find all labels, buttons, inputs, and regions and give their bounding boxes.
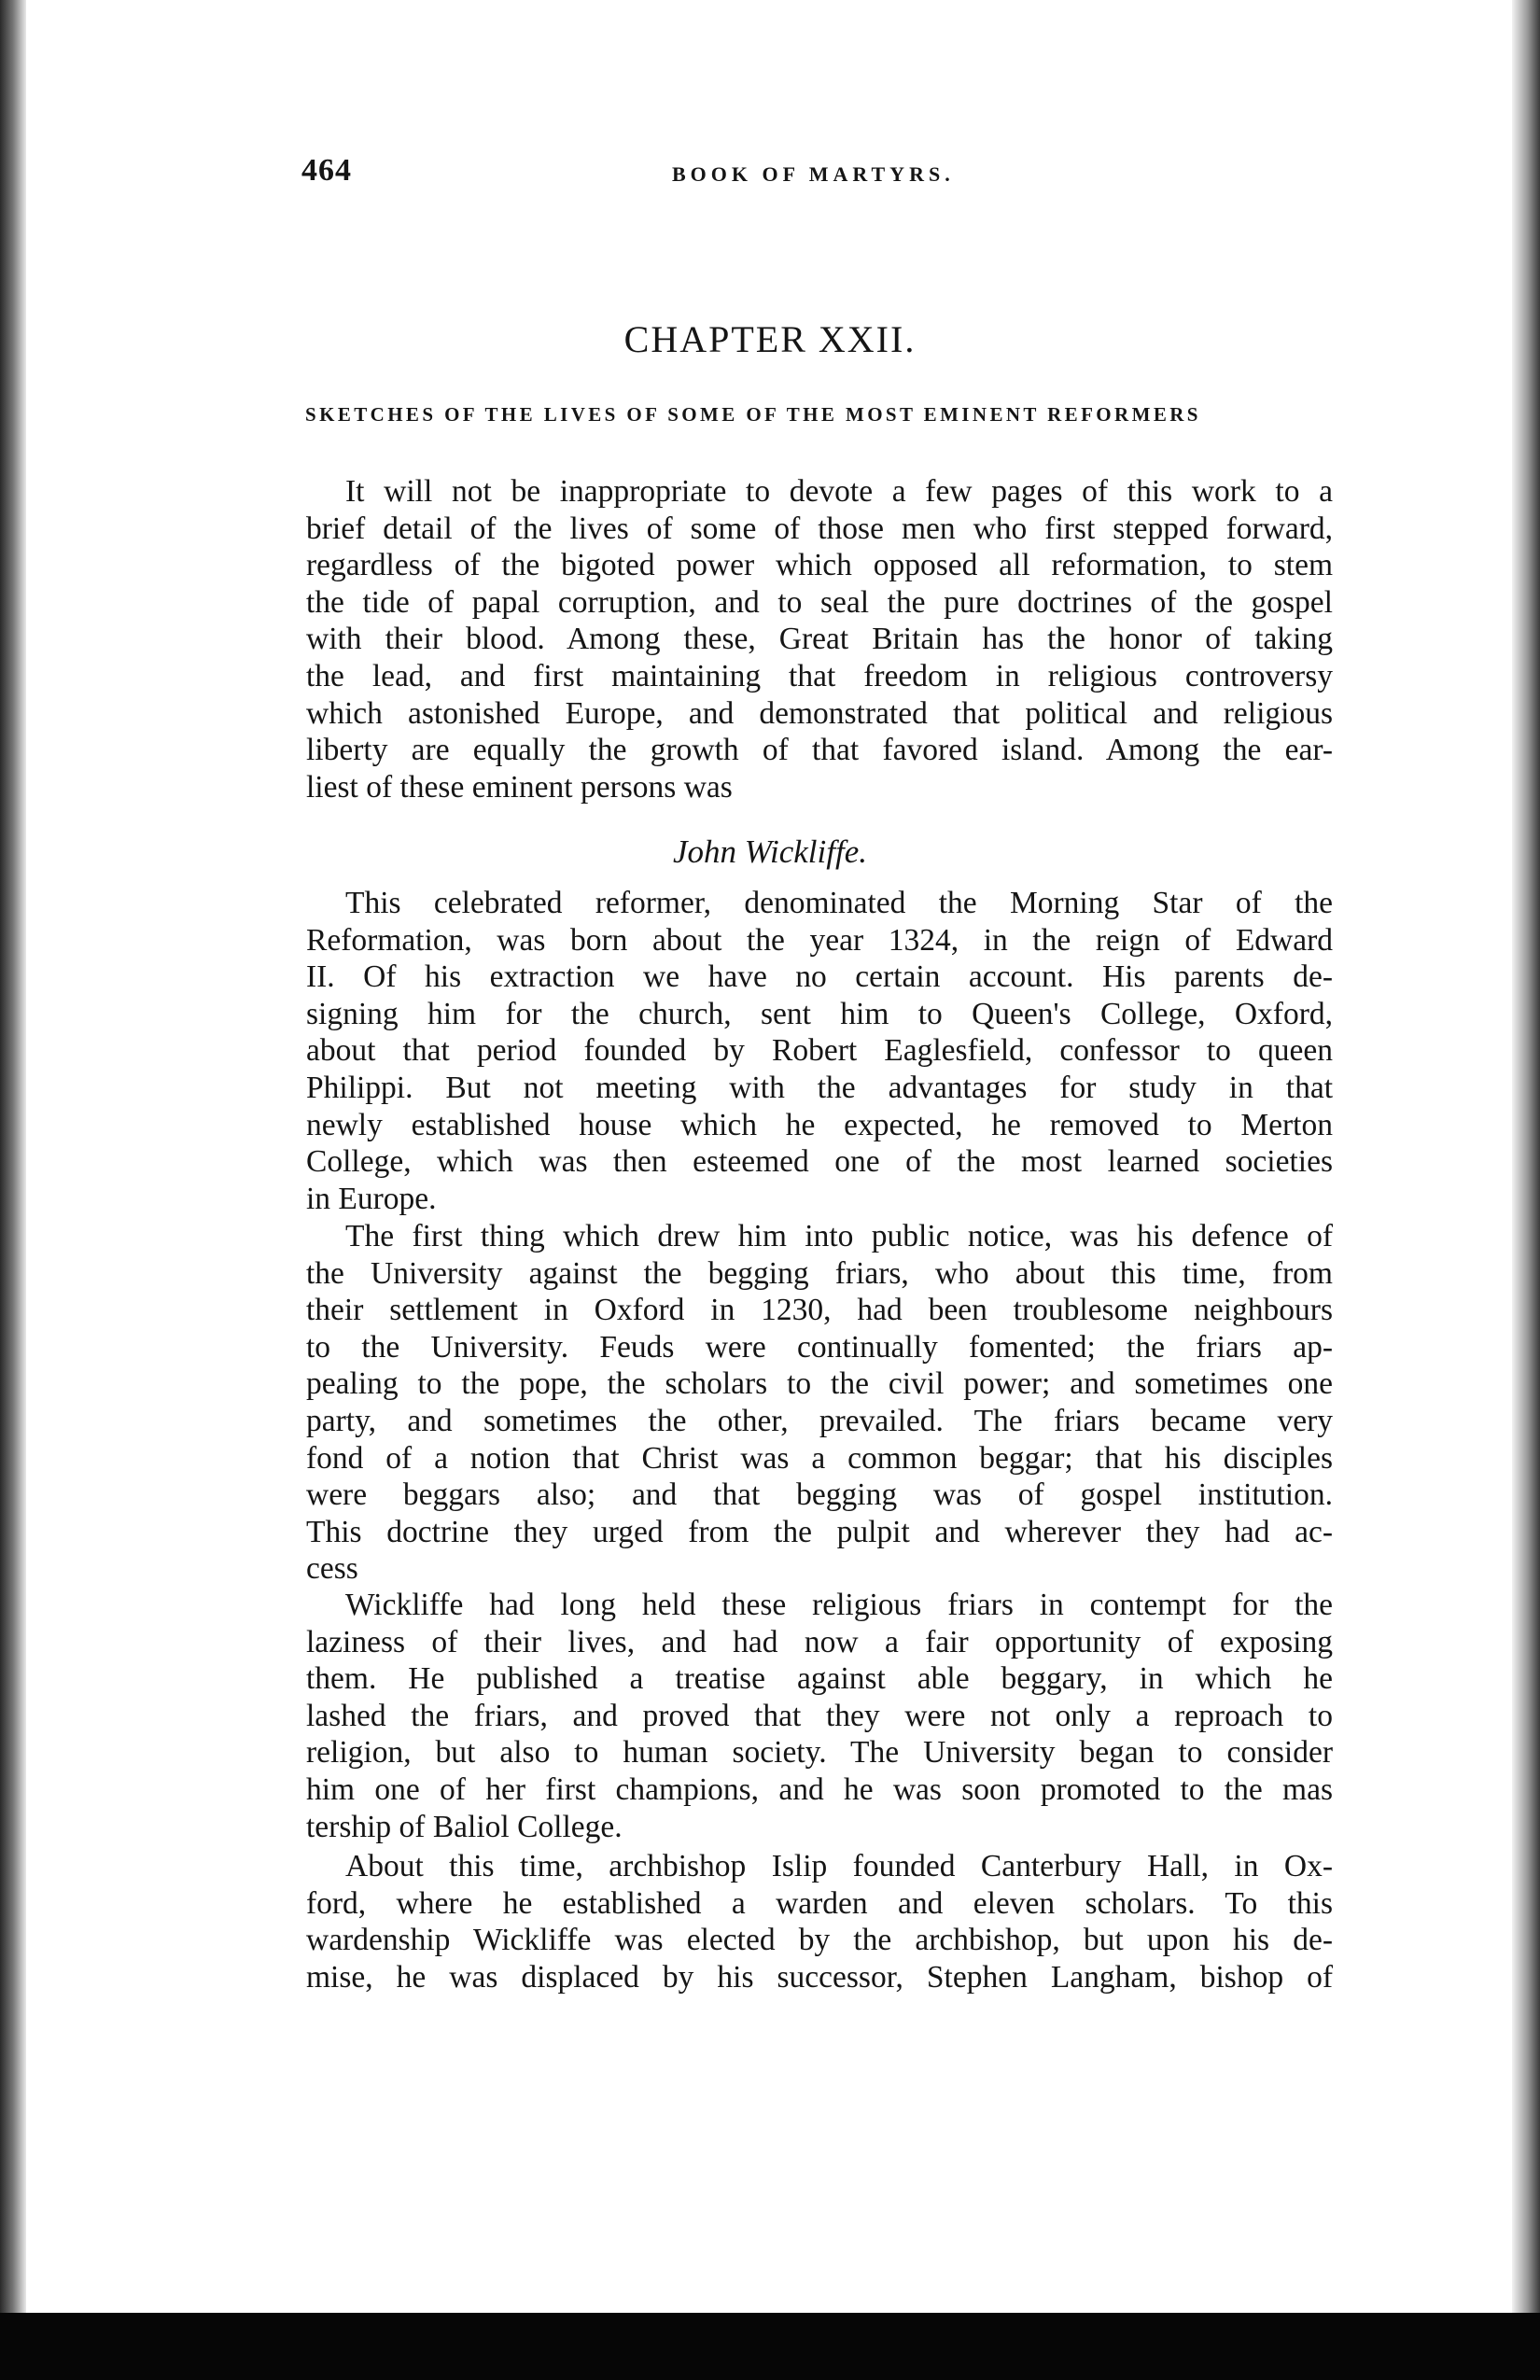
text-line: Philippi. But not meeting with the advantages for study in that xyxy=(306,1070,1333,1105)
text-line: laziness of their lives, and had now a fair opportunity of exposing xyxy=(306,1624,1333,1659)
text-line: the University against the begging friars, who about this time, from xyxy=(306,1255,1333,1291)
text-line: religion, but also to human society. The University began to consider xyxy=(306,1735,1333,1771)
text-line: with their blood. Among these, Great Britain has the honor of taking xyxy=(306,622,1333,657)
paragraph-friars xyxy=(306,1218,1333,1588)
text-line: The first thing which drew him into public notice, was his defence of xyxy=(345,1219,1333,1253)
text-line: cess xyxy=(306,1551,358,1587)
text-line: brief detail of the lives of some of those men who first stepped forward, xyxy=(306,511,1333,546)
text-line: regardless of the bigoted power which opposed all reformation, to stem xyxy=(306,548,1333,583)
text-line: mise, he was displaced by his successor, Stephen Langham, bishop of xyxy=(306,1959,1333,1995)
text-line: Reformation, was born about the year 1324, in the reign of Edward xyxy=(306,922,1333,958)
intro-paragraph xyxy=(306,473,1333,805)
text-line: fond of a notion that Christ was a common beggar; that his disciples xyxy=(306,1440,1333,1476)
paragraph-birth xyxy=(306,885,1333,1217)
text-line: the lead, and first maintaining that freedom in religious controversy xyxy=(306,658,1333,693)
text-line: Wickliffe had long held these religious friars in contempt for the xyxy=(345,1588,1333,1622)
text-line: tership of Baliol College. xyxy=(306,1809,623,1844)
text-line: signing him for the church, sent him to Queen's College, Oxford, xyxy=(306,996,1333,1031)
text-line: This doctrine they urged from the pulpit and wherever they had ac- xyxy=(306,1514,1333,1549)
scan-bottom-band xyxy=(0,2313,1540,2380)
chapter-subtitle: SKETCHES OF THE LIVES OF SOME OF THE MOST EMINENT REFORMERS xyxy=(305,403,1201,426)
text-line: ford, where he established a warden and eleven scholars. To this xyxy=(306,1885,1333,1921)
text-line: liest of these eminent persons was xyxy=(306,769,733,805)
text-line: This celebrated reformer, denominated the Morning Star of the xyxy=(345,886,1333,920)
text-line: the tide of papal corruption, and to seal the pure doctrines of the gospel xyxy=(306,584,1333,620)
text-line: liberty are equally the growth of that favored island. Among the ear- xyxy=(306,733,1333,768)
text-line: them. He published a treatise against able beggary, in which he xyxy=(306,1661,1333,1697)
text-line: College, which was then esteemed one of the most learned societies xyxy=(306,1144,1333,1180)
text-line: wardenship Wickliffe was elected by the archbishop, but upon his de- xyxy=(306,1923,1333,1958)
text-line: It will not be inappropriate to devote a few pages of this work to a xyxy=(345,474,1333,509)
chapter-title: CHAPTER XXII. xyxy=(623,318,917,360)
paragraph-canterbury xyxy=(306,1848,1333,1995)
paragraph-treatise xyxy=(306,1587,1333,1845)
text-line: newly established house which he expected, he removed to Merton xyxy=(306,1107,1333,1142)
text-line: About this time, archbishop Islip founded Canterbury Hall, in Ox- xyxy=(345,1849,1333,1883)
text-line: II. Of his extraction we have no certain account. His parents de- xyxy=(306,959,1333,995)
text-line: which astonished Europe, and demonstrated that political and religious xyxy=(306,695,1333,731)
running-title: BOOK OF MARTYRS. xyxy=(672,162,955,186)
text-line: lashed the friars, and proved that they were not only a reproach to xyxy=(306,1698,1333,1733)
text-line: their settlement in Oxford in 1230, had been troublesome neighbours xyxy=(306,1293,1333,1328)
text-line: in Europe. xyxy=(306,1181,437,1216)
text-line: were beggars also; and that begging was of gospel institution. xyxy=(306,1477,1333,1513)
text-line: party, and sometimes the other, prevailed. The friars became very xyxy=(306,1403,1333,1438)
page-number: 464 xyxy=(301,153,352,188)
text-line: pealing to the pope, the scholars to the civil power; and sometimes one xyxy=(306,1366,1333,1402)
section-heading: John Wickliffe. xyxy=(673,833,867,870)
text-line: him one of her first champions, and he was soon promoted to the mas xyxy=(306,1771,1333,1807)
text-line: about that period founded by Robert Eaglesfield, confessor to queen xyxy=(306,1033,1333,1069)
text-line: to the University. Feuds were continually fomented; the friars ap- xyxy=(306,1329,1333,1365)
